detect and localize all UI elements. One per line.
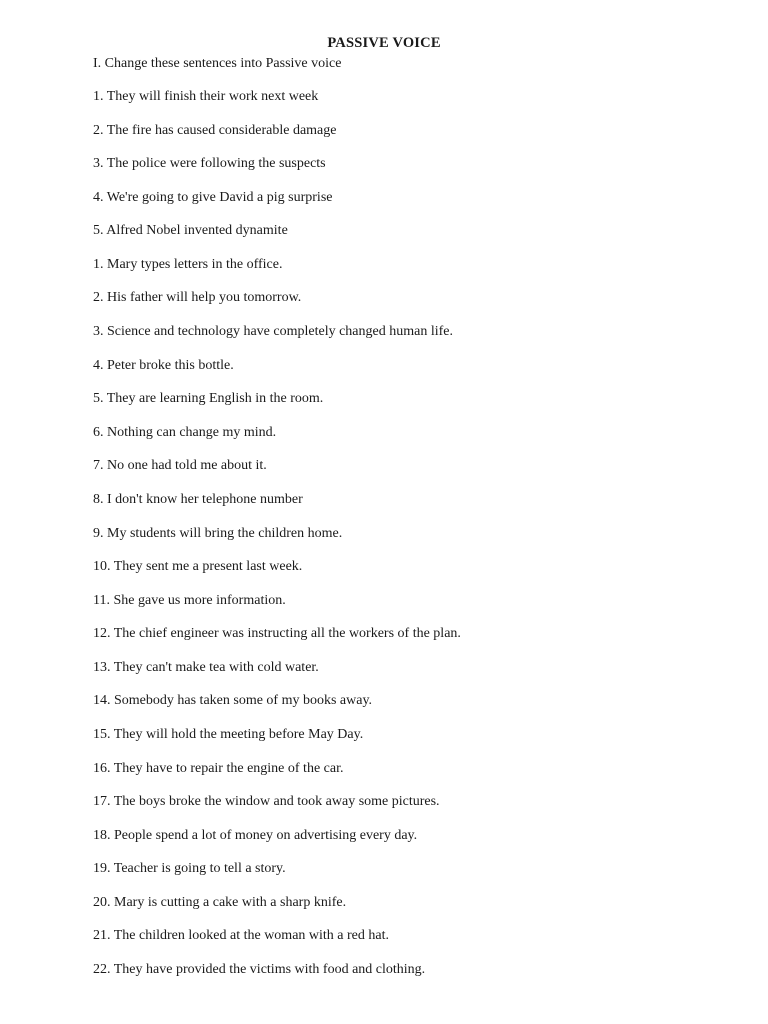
sentence-item: 4. Peter broke this bottle. bbox=[93, 357, 234, 373]
sentence-item: 2. His father will help you tomorrow. bbox=[93, 290, 302, 306]
sentence-item: 21. The children looked at the woman with a red hat. bbox=[93, 928, 389, 944]
sentence-item: 5. They are learning English in the room. bbox=[93, 391, 324, 407]
sentence-item: 7. No one had told me about it. bbox=[93, 458, 267, 474]
sentence-item: 13. They can't make tea with cold water. bbox=[93, 659, 319, 675]
sentence-item: 4. We're going to give David a pig surprise bbox=[93, 189, 333, 205]
sentence-item: 16. They have to repair the engine of the car. bbox=[93, 760, 344, 776]
sentence-item: 2. The fire has caused considerable damage bbox=[93, 122, 337, 138]
sentence-item: 9. My students will bring the children home. bbox=[93, 525, 343, 541]
sentence-item: 6. Nothing can change my mind. bbox=[93, 424, 277, 440]
sentence-item: 3. Science and technology have completely changed human life. bbox=[93, 324, 453, 340]
sentence-item: 22. They have provided the victims with food and clothing. bbox=[93, 962, 426, 978]
sentence-item: 14. Somebody has taken some of my books away. bbox=[93, 693, 373, 709]
sentence-item: 1. Mary types letters in the office. bbox=[93, 256, 283, 272]
sentence-item: 1. They will finish their work next week bbox=[93, 89, 319, 104]
sentence-item: 15. They will hold the meeting before May Day. bbox=[93, 726, 364, 742]
sentence-item: 8. I don't know her telephone number bbox=[93, 491, 303, 507]
sentence-item: 10. They sent me a present last week. bbox=[93, 559, 303, 575]
page-title: PASSIVE VOICE bbox=[327, 35, 441, 51]
sentence-list bbox=[93, 88, 461, 995]
exercise-instruction: I. Change these sentences into Passive voice bbox=[93, 56, 342, 71]
sentence-item: 11. She gave us more information. bbox=[93, 592, 286, 608]
sentence-item: 17. The boys broke the window and took away some pictures. bbox=[93, 794, 440, 810]
sentence-item: 5. Alfred Nobel invented dynamite bbox=[93, 223, 288, 239]
sentence-item: 12. The chief engineer was instructing all the workers of the plan. bbox=[93, 626, 461, 642]
sentence-item: 3. The police were following the suspects bbox=[93, 156, 326, 172]
sentence-item: 20. Mary is cutting a cake with a sharp knife. bbox=[93, 894, 347, 910]
sentence-item: 18. People spend a lot of money on advertising every day. bbox=[93, 827, 418, 843]
sentence-item: 19. Teacher is going to tell a story. bbox=[93, 861, 286, 877]
